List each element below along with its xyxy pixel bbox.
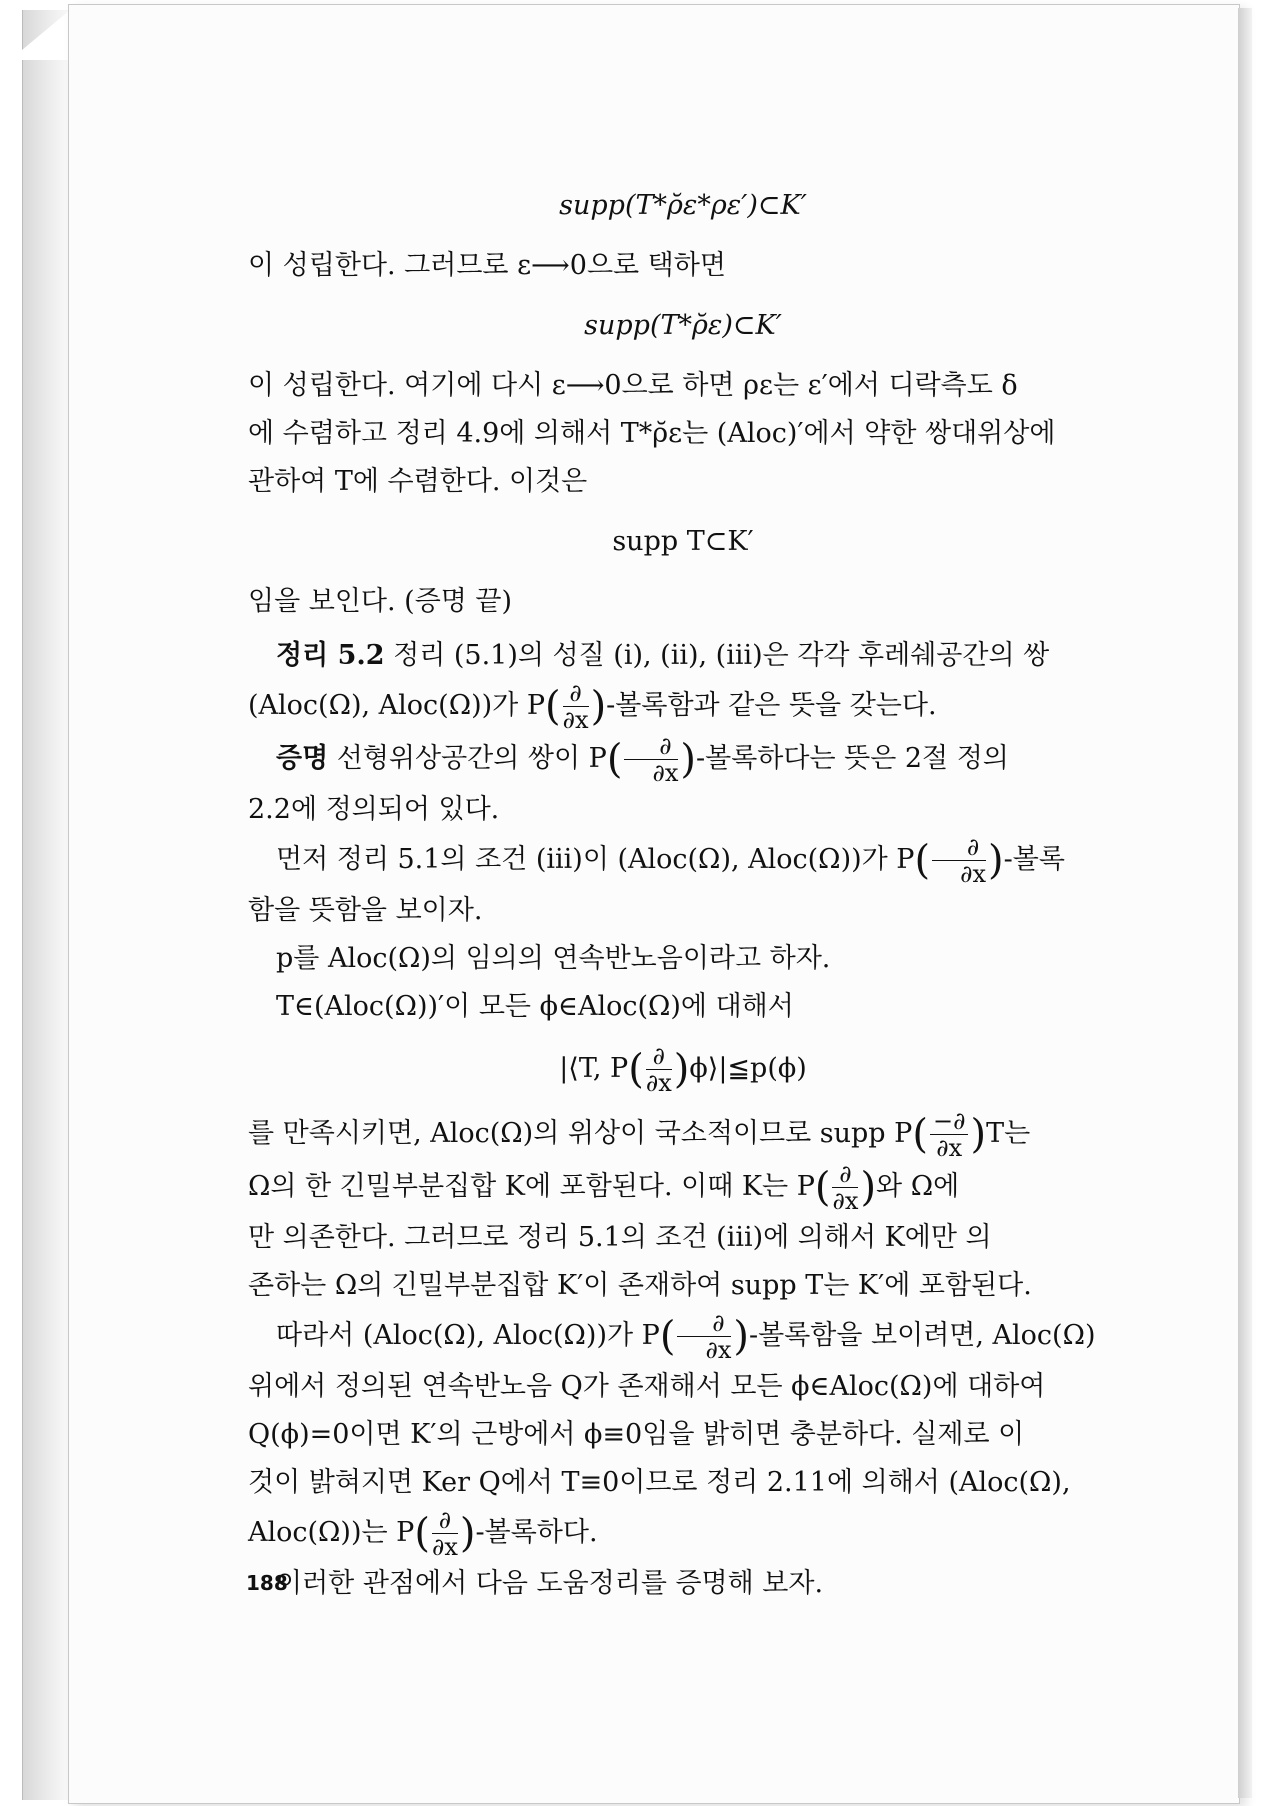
text-segment: -볼록함을 보이려면, Aloc(Ω) bbox=[749, 1320, 1096, 1351]
book-page-right-edge bbox=[1238, 8, 1252, 1798]
partial-fraction bbox=[624, 733, 678, 786]
text-line-with-fraction: (Aloc(Ω), Aloc(Ω))가 P( $\frac{\partial}{\partial x}$ )-볼록함과 같은 뜻을 갖는다. bbox=[248, 679, 937, 734]
text-line: 임을 보인다. (증명 끝) bbox=[248, 586, 513, 617]
text-line: 2.2에 정의되어 있다. bbox=[248, 794, 500, 825]
fraction-numerator: ∂ bbox=[932, 834, 986, 861]
fraction-denominator: ∂x bbox=[562, 706, 589, 734]
text-line-with-fraction: 먼저 정리 5.1의 조건 (iii)이 (Aloc(Ω), Aloc(Ω))가 P( $\frac{\partial}{\partial x}$ )-볼록 bbox=[276, 833, 1065, 888]
text-line: 것이 밝혀지면 Ker Q에서 T≡0이므로 정리 2.11에 의해서 (Aloc(Ω), bbox=[248, 1467, 1071, 1498]
text-line: 관하여 T에 수렴한다. 이것은 bbox=[248, 466, 588, 497]
fraction-denominator: ∂x bbox=[645, 1069, 672, 1097]
text-segment: 따라서 (Aloc(Ω), Aloc(Ω))가 P bbox=[276, 1320, 660, 1351]
text-line-with-fraction: 따라서 (Aloc(Ω), Aloc(Ω))가 P( $\frac{\partial}{\partial x}$ )-볼록함을 보이려면, Aloc(Ω) bbox=[276, 1309, 1096, 1364]
fraction-numerator: ∂ bbox=[832, 1161, 858, 1188]
fraction-denominator: ∂x bbox=[652, 759, 679, 787]
fraction-denominator: ∂x bbox=[936, 1134, 963, 1162]
text-line-with-fraction: Ω의 한 긴밀부분집합 K에 포함된다. 이때 K는 P( $\frac{\partial}{\partial x}$ )와 Ω에 bbox=[248, 1160, 960, 1215]
partial-fraction bbox=[432, 1507, 458, 1560]
proof-start: 증명 선형위상공간의 쌍이 P( $\frac{\partial}{\partial x}$ )-볼록하다는 뜻은 2절 정의 bbox=[276, 732, 1009, 787]
fraction-numerator: ∂ bbox=[432, 1507, 458, 1534]
text-segment: ϕ⟩|≦p(ϕ) bbox=[689, 1053, 807, 1084]
text-line: T∈(Aloc(Ω))′이 모든 ϕ∈Aloc(Ω)에 대해서 bbox=[276, 991, 794, 1022]
text-segment: -볼록하다. bbox=[475, 1517, 598, 1548]
text-segment: -볼록하다는 뜻은 2절 정의 bbox=[696, 743, 1009, 774]
text-line: 위에서 정의된 연속반노음 Q가 존재해서 모든 ϕ∈Aloc(Ω)에 대하여 bbox=[248, 1371, 1046, 1402]
text-segment: -볼록 bbox=[1003, 844, 1065, 875]
text-line-with-fraction: Aloc(Ω))는 P( $\frac{\partial}{\partial x}$ )-볼록하다. bbox=[248, 1506, 598, 1561]
fraction-numerator: ∂ bbox=[563, 680, 589, 707]
formula-supp-2: supp(T*ρ̆ε)⊂K′ bbox=[584, 310, 782, 341]
text-line: 존하는 Ω의 긴밀부분집합 K′이 존재하여 supp T는 K′에 포함된다. bbox=[248, 1270, 1032, 1301]
text-line: 만 의존한다. 그러므로 정리 5.1의 조건 (iii)에 의해서 K에만 의 bbox=[248, 1222, 992, 1253]
text-line: Q(ϕ)=0이면 K′의 근방에서 ϕ≡0임을 밝히면 충분하다. 실제로 이 bbox=[248, 1419, 1025, 1450]
theorem-5-2 bbox=[248, 632, 1118, 680]
text-segment: |⟨T, P bbox=[559, 1053, 629, 1084]
fraction-denominator: ∂x bbox=[832, 1187, 859, 1215]
book-page-stack-edge bbox=[22, 10, 71, 1800]
theorem-text: 정리 (5.1)의 성질 (i), (ii), (iii)은 각각 후레쉐공간의 쌍 bbox=[393, 640, 1050, 671]
proof-label: 증명 bbox=[276, 743, 329, 774]
partial-fraction bbox=[932, 834, 986, 887]
text-segment: 와 Ω에 bbox=[876, 1171, 960, 1202]
partial-fraction bbox=[563, 680, 589, 733]
text-line: 함을 뜻함을 보이자. bbox=[248, 895, 483, 926]
text-line: p를 Aloc(Ω)의 임의의 연속반노음이라고 하자. bbox=[276, 943, 831, 974]
fraction-numerator: ∂ bbox=[677, 1310, 731, 1337]
text-segment: Ω의 한 긴밀부분집합 K에 포함된다. 이때 K는 P bbox=[248, 1171, 815, 1202]
fraction-numerator: ∂ bbox=[624, 733, 678, 760]
fraction-denominator: ∂x bbox=[705, 1336, 732, 1364]
fraction-denominator: ∂x bbox=[431, 1533, 458, 1561]
text-line: 이 성립한다. 그러므로 ε⟶0으로 택하면 bbox=[248, 250, 726, 281]
partial-fraction bbox=[677, 1310, 731, 1363]
partial-fraction-negative bbox=[930, 1108, 969, 1161]
text-segment: T는 bbox=[986, 1118, 1031, 1149]
text-segment: 를 만족시키면, Aloc(Ω)의 위상이 국소적이므로 supp P bbox=[248, 1118, 913, 1149]
text-line: 이러한 관점에서 다음 도움정리를 증명해 보자. bbox=[276, 1568, 824, 1599]
formula-inequality: |⟨T, P( $\frac{\partial}{\partial x}$ )ϕ⟩|≦p(ϕ) bbox=[559, 1042, 807, 1097]
partial-fraction bbox=[646, 1043, 672, 1096]
text-segment: Aloc(Ω))는 P bbox=[248, 1517, 415, 1548]
partial-fraction bbox=[832, 1161, 858, 1214]
text-line: 이 성립한다. 여기에 다시 ε⟶0으로 하면 ρε는 ε′에서 디락측도 δ bbox=[248, 370, 1018, 401]
text-segment: 선형위상공간의 쌍이 P bbox=[336, 743, 607, 774]
text-segment: -볼록함과 같은 뜻을 갖는다. bbox=[606, 690, 937, 721]
page-body bbox=[248, 170, 1118, 1608]
page-number: 188 bbox=[246, 1571, 288, 1595]
fraction-denominator: ∂x bbox=[960, 860, 987, 888]
text-segment: 먼저 정리 5.1의 조건 (iii)이 (Aloc(Ω), Aloc(Ω))가 P bbox=[276, 844, 915, 875]
text-line: 에 수렴하고 정리 4.9에 의해서 T*ρ̆ε는 (Aloc)′에서 약한 쌍대위상에 bbox=[248, 418, 1056, 449]
fraction-numerator: ∂ bbox=[646, 1043, 672, 1070]
text-line-with-fraction: 를 만족시키면, Aloc(Ω)의 위상이 국소적이므로 supp P( $\frac{-\partial}{\partial x}$ )T는 bbox=[248, 1107, 1031, 1162]
text-segment: (Aloc(Ω), Aloc(Ω))가 P bbox=[248, 690, 545, 721]
theorem-label: 정리 5.2 bbox=[276, 640, 385, 671]
fraction-numerator: −∂ bbox=[930, 1108, 969, 1135]
formula-supp-1: supp(T*ρ̆ε*ρε′)⊂K′ bbox=[559, 190, 807, 221]
formula-supp-3: supp T⊂K′ bbox=[612, 526, 754, 557]
